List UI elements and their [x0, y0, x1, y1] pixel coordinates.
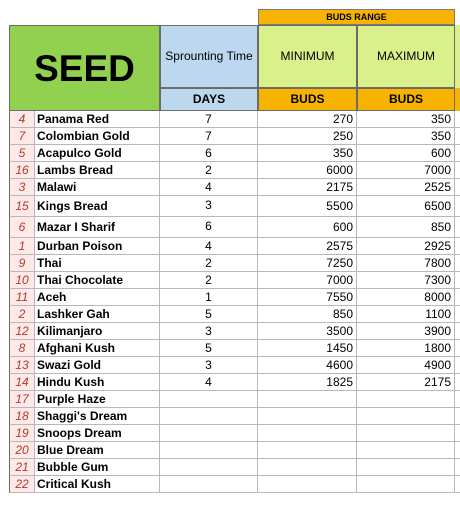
days-cell[interactable]: 4	[160, 238, 258, 255]
row-id-cell[interactable]: 7	[9, 128, 35, 145]
buds-min-cell[interactable]: 6000	[258, 162, 357, 179]
row-id-cell[interactable]: 19	[9, 425, 35, 442]
seed-name-cell[interactable]: Blue Dream	[35, 442, 160, 459]
seed-header[interactable]: SEED	[9, 25, 160, 111]
buds-min-cell[interactable]	[258, 391, 357, 408]
buds-min-cell[interactable]	[258, 459, 357, 476]
buds-max-cell[interactable]: 8000	[357, 289, 455, 306]
seed-name-cell[interactable]: Bubble Gum	[35, 459, 160, 476]
table-row	[0, 128, 460, 145]
days-cell[interactable]	[160, 391, 258, 408]
buds-max-cell[interactable]: 2925	[357, 238, 455, 255]
seed-name-cell[interactable]: Snoops Dream	[35, 425, 160, 442]
buds-min-cell[interactable]: 850	[258, 306, 357, 323]
table-row	[0, 374, 460, 391]
row-id-cell[interactable]: 18	[9, 408, 35, 425]
buds-max-cell[interactable]: 3900	[357, 323, 455, 340]
column-f-cell[interactable]	[455, 255, 460, 272]
buds-max-cell[interactable]: 350	[357, 128, 455, 145]
buds-max-cell[interactable]: 7800	[357, 255, 455, 272]
table-row	[0, 238, 460, 255]
seed-name-cell[interactable]: Durban Poison	[35, 238, 160, 255]
days-cell[interactable]	[160, 442, 258, 459]
buds-min-cell[interactable]: 350	[258, 145, 357, 162]
table-row	[0, 357, 460, 374]
minimum-header[interactable]: MINIMUM	[258, 25, 357, 88]
days-cell[interactable]	[160, 476, 258, 493]
days-cell[interactable]: 4	[160, 374, 258, 391]
days-cell[interactable]: 2	[160, 255, 258, 272]
seed-name-cell[interactable]: Purple Haze	[35, 391, 160, 408]
table-row	[0, 145, 460, 162]
column-f-cell[interactable]	[455, 357, 460, 374]
seed-table-body	[0, 111, 460, 493]
days-cell[interactable]	[160, 408, 258, 425]
column-f-edge-cell[interactable]	[455, 88, 460, 111]
column-f-cell[interactable]	[455, 145, 460, 162]
buds-min-cell[interactable]: 600	[258, 217, 357, 238]
row-id-cell[interactable]: 10	[9, 272, 35, 289]
buds-range-banner[interactable]: BUDS RANGE	[258, 9, 455, 25]
seed-name-cell[interactable]: Acapulco Gold	[35, 145, 160, 162]
seed-name-cell[interactable]: Kings Bread	[35, 196, 160, 217]
buds-min-cell[interactable]: 4600	[258, 357, 357, 374]
buds-max-cell[interactable]	[357, 442, 455, 459]
buds-max-cell[interactable]: 350	[357, 111, 455, 128]
column-f-cell[interactable]	[455, 289, 460, 306]
table-row	[0, 306, 460, 323]
column-f-cell[interactable]	[455, 162, 460, 179]
days-cell[interactable]: 7	[160, 128, 258, 145]
buds-max-cell[interactable]: 850	[357, 217, 455, 238]
row-id-cell[interactable]: 11	[9, 289, 35, 306]
seed-name-cell[interactable]: Kilimanjaro	[35, 323, 160, 340]
table-row	[0, 340, 460, 357]
buds-min-cell[interactable]: 1450	[258, 340, 357, 357]
row-id-cell[interactable]: 6	[9, 217, 35, 238]
table-row	[0, 323, 460, 340]
buds-min-cell[interactable]: 7000	[258, 272, 357, 289]
seed-name-cell[interactable]: Malawi	[35, 179, 160, 196]
column-f-cell[interactable]	[455, 374, 460, 391]
days-cell[interactable]: 4	[160, 179, 258, 196]
seed-name-cell[interactable]: Colombian Gold	[35, 128, 160, 145]
column-f-cell[interactable]	[455, 442, 460, 459]
buds-min-cell[interactable]: 270	[258, 111, 357, 128]
seed-name-cell[interactable]: Thai	[35, 255, 160, 272]
days-cell[interactable]: 3	[160, 323, 258, 340]
table-row	[0, 217, 460, 238]
buds-min-cell[interactable]	[258, 425, 357, 442]
column-f-cell[interactable]	[455, 196, 460, 217]
table-row	[0, 289, 460, 306]
row-id-cell[interactable]: 2	[9, 306, 35, 323]
table-row	[0, 391, 460, 408]
row-id-cell[interactable]: 13	[9, 357, 35, 374]
maximum-header[interactable]: MAXIMUM	[357, 25, 455, 88]
column-f-cell[interactable]	[455, 408, 460, 425]
seed-name-cell[interactable]: Lambs Bread	[35, 162, 160, 179]
row-id-cell[interactable]: 4	[9, 111, 35, 128]
days-cell[interactable]: 3	[160, 357, 258, 374]
buds-max-cell[interactable]: 1100	[357, 306, 455, 323]
table-row	[0, 408, 460, 425]
buds-min-cell[interactable]: 3500	[258, 323, 357, 340]
column-f-cell[interactable]	[455, 272, 460, 289]
buds-max-cell[interactable]	[357, 408, 455, 425]
buds-max-cell[interactable]: 2175	[357, 374, 455, 391]
days-cell[interactable]: 5	[160, 340, 258, 357]
days-cell[interactable]: 7	[160, 111, 258, 128]
table-row	[0, 179, 460, 196]
column-f-cell[interactable]	[455, 425, 460, 442]
row-id-cell[interactable]: 12	[9, 323, 35, 340]
column-f-cell[interactable]	[455, 306, 460, 323]
days-cell[interactable]	[160, 425, 258, 442]
buds-min-cell[interactable]: 7550	[258, 289, 357, 306]
buds-min-cell[interactable]: 250	[258, 128, 357, 145]
days-cell[interactable]	[160, 459, 258, 476]
row-id-cell[interactable]: 15	[9, 196, 35, 217]
buds-max-cell[interactable]: 7300	[357, 272, 455, 289]
buds-max-cell[interactable]	[357, 476, 455, 493]
column-f-edge-cell[interactable]	[455, 25, 460, 88]
column-f-cell[interactable]	[455, 217, 460, 238]
column-f-cell[interactable]	[455, 128, 460, 145]
days-cell[interactable]: 6	[160, 217, 258, 238]
buds-min-cell[interactable]	[258, 408, 357, 425]
column-f-cell[interactable]	[455, 459, 460, 476]
seed-name-cell[interactable]: Shaggi's Dream	[35, 408, 160, 425]
row-id-cell[interactable]: 8	[9, 340, 35, 357]
days-cell[interactable]: 1	[160, 289, 258, 306]
column-f-cell[interactable]	[455, 340, 460, 357]
buds-min-cell[interactable]: 1825	[258, 374, 357, 391]
days-cell[interactable]: 5	[160, 306, 258, 323]
row-id-cell[interactable]: 20	[9, 442, 35, 459]
column-f-cell[interactable]	[455, 179, 460, 196]
days-cell[interactable]: 3	[160, 196, 258, 217]
buds-max-cell[interactable]: 6500	[357, 196, 455, 217]
buds-max-cell[interactable]	[357, 459, 455, 476]
seed-name-cell[interactable]: Panama Red	[35, 111, 160, 128]
column-f-cell[interactable]	[455, 238, 460, 255]
buds-min-cell[interactable]	[258, 476, 357, 493]
days-cell[interactable]: 6	[160, 145, 258, 162]
row-id-cell[interactable]: 3	[9, 179, 35, 196]
row-id-cell[interactable]: 16	[9, 162, 35, 179]
buds-max-cell[interactable]	[357, 391, 455, 408]
buds-max-cell[interactable]: 4900	[357, 357, 455, 374]
sprouting-time-header[interactable]: Sprounting Time	[160, 25, 258, 88]
table-row	[0, 162, 460, 179]
buds-max-header[interactable]: BUDS	[357, 88, 455, 111]
column-f-cell[interactable]	[455, 391, 460, 408]
table-row	[0, 442, 460, 459]
table-row	[0, 255, 460, 272]
table-row	[0, 476, 460, 493]
buds-max-cell[interactable]: 600	[357, 145, 455, 162]
row-id-cell[interactable]: 14	[9, 374, 35, 391]
buds-min-cell[interactable]	[258, 442, 357, 459]
table-row	[0, 111, 460, 128]
row-id-cell[interactable]: 1	[9, 238, 35, 255]
table-row	[0, 459, 460, 476]
row-id-cell[interactable]: 21	[9, 459, 35, 476]
table-row	[0, 425, 460, 442]
days-cell[interactable]: 2	[160, 162, 258, 179]
seed-name-cell[interactable]: Thai Chocolate	[35, 272, 160, 289]
table-row	[0, 196, 460, 217]
seed-name-cell[interactable]: Mazar I Sharif	[35, 217, 160, 238]
buds-min-cell[interactable]: 2575	[258, 238, 357, 255]
buds-max-cell[interactable]	[357, 425, 455, 442]
seed-name-cell[interactable]: Critical Kush	[35, 476, 160, 493]
buds-min-cell[interactable]: 2175	[258, 179, 357, 196]
row-id-cell[interactable]: 5	[9, 145, 35, 162]
row-id-cell[interactable]: 22	[9, 476, 35, 493]
seed-name-cell[interactable]: Swazi Gold	[35, 357, 160, 374]
days-cell[interactable]: 2	[160, 272, 258, 289]
column-f-cell[interactable]	[455, 476, 460, 493]
seed-name-cell[interactable]: Hindu Kush	[35, 374, 160, 391]
column-f-cell[interactable]	[455, 323, 460, 340]
row-id-cell[interactable]: 9	[9, 255, 35, 272]
buds-min-header[interactable]: BUDS	[258, 88, 357, 111]
buds-max-cell[interactable]: 1800	[357, 340, 455, 357]
row-id-cell[interactable]: 17	[9, 391, 35, 408]
table-row	[0, 272, 460, 289]
buds-max-cell[interactable]: 7000	[357, 162, 455, 179]
buds-max-cell[interactable]: 2525	[357, 179, 455, 196]
buds-min-cell[interactable]: 5500	[258, 196, 357, 217]
seed-name-cell[interactable]: Lashker Gah	[35, 306, 160, 323]
column-f-cell[interactable]	[455, 111, 460, 128]
days-header[interactable]: DAYS	[160, 88, 258, 111]
seed-name-cell[interactable]: Aceh	[35, 289, 160, 306]
buds-min-cell[interactable]: 7250	[258, 255, 357, 272]
seed-name-cell[interactable]: Afghani Kush	[35, 340, 160, 357]
